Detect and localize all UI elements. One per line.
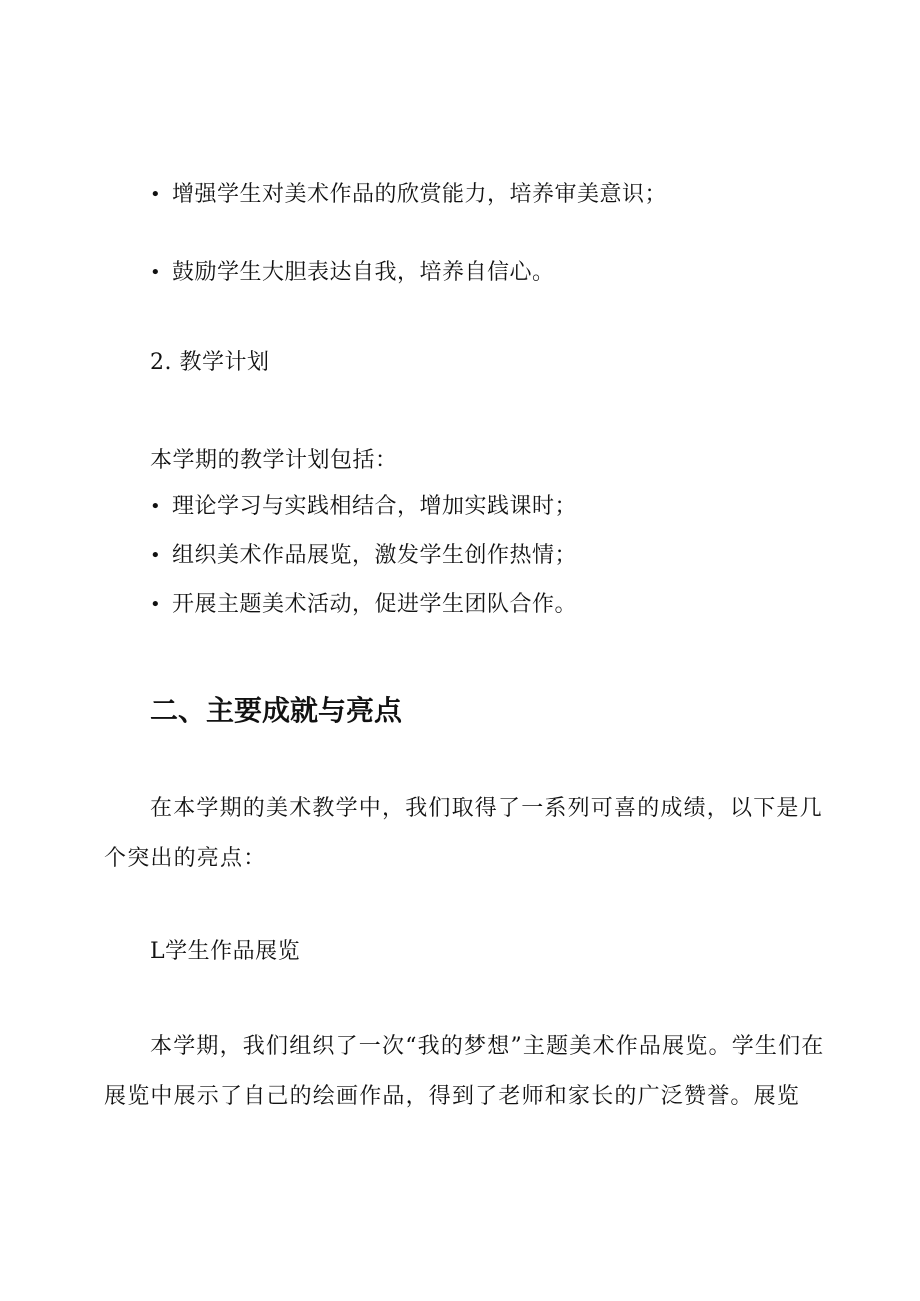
plan-bullet-text: 理论学习与实践相结合，增加实践课时； bbox=[172, 494, 578, 519]
goal-bullet-item bbox=[150, 258, 555, 288]
exhibition-paragraph: 本学期，我们组织了一次“我的梦想”主题美术作品展览。学生们在展览中展示了自己的绘画作品，得到了老师和家长的广泛赞誉。展览 bbox=[104, 1034, 825, 1109]
bullet-icon: • bbox=[150, 262, 162, 283]
plan-bullet-text: 组织美术作品展览，激发学生创作热情； bbox=[172, 543, 578, 568]
achievements-intro-paragraph: 在本学期的美术教学中，我们取得了一系列可喜的成绩，以下是几个突出的亮点： bbox=[104, 796, 823, 871]
bullet-icon: • bbox=[150, 594, 162, 615]
bullet-icon: • bbox=[150, 184, 162, 205]
goal-bullet-text: 增强学生对美术作品的欣赏能力，培养审美意识； bbox=[172, 182, 668, 207]
goal-bullet-text: 鼓励学生大胆表达自我，培养自信心。 bbox=[172, 260, 555, 285]
teaching-plan-subheading: 2. 教学计划 bbox=[150, 350, 270, 375]
section-heading: 二、主要成就与亮点 bbox=[150, 694, 403, 727]
plan-bullet-item bbox=[150, 492, 577, 522]
bullet-icon: • bbox=[150, 545, 162, 566]
plan-bullet-item bbox=[150, 590, 577, 620]
bullet-icon: • bbox=[150, 496, 162, 517]
exhibition-subheading: L学生作品展览 bbox=[150, 939, 301, 964]
plan-bullet-text: 开展主题美术活动，促进学生团队合作。 bbox=[172, 592, 578, 617]
plan-bullet-item bbox=[150, 541, 577, 571]
plan-intro-text: 本学期的教学计划包括： bbox=[150, 448, 398, 473]
goal-bullet-item bbox=[150, 180, 667, 210]
